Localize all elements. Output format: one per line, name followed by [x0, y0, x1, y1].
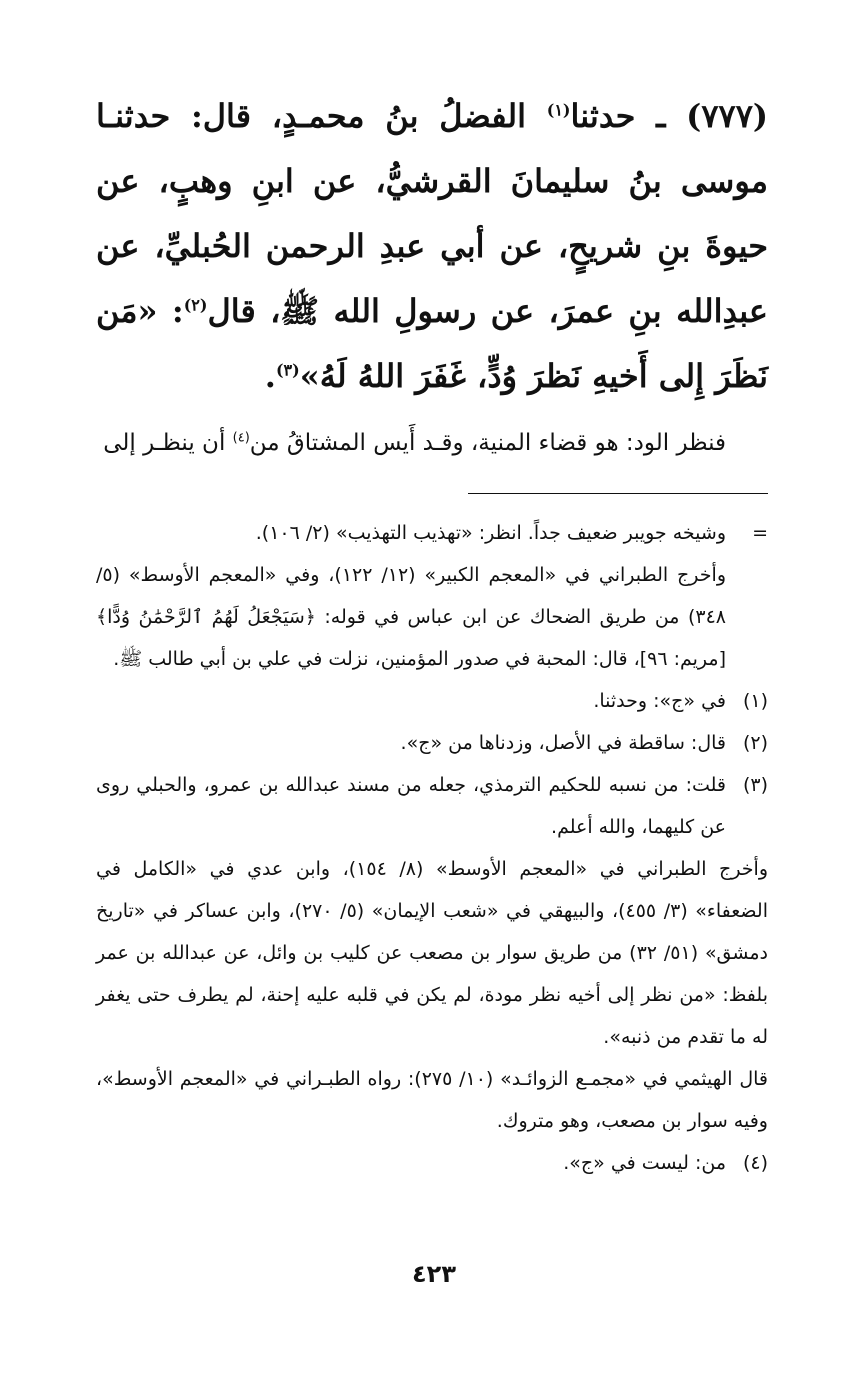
- footnote-continuation: [96, 512, 768, 680]
- footnote-3-continued: [96, 848, 768, 1142]
- hadith-text-part-1: حدثنا: [570, 97, 636, 135]
- footnote-text: في «ج»: وحدثنا.: [593, 690, 726, 712]
- continuation-paragraph: وشيخه جويبر ضعيف جداً. انظر: «تهذيب التهذيب» (٢/ ١٠٦).: [255, 522, 726, 544]
- footnote-separator: [468, 493, 768, 494]
- closing-text-a: فنظر الود: هو قضاء المنية، وقـد أَيس المشتاقُ من: [249, 430, 726, 456]
- hadith-text: [96, 84, 768, 409]
- footnote-1: [96, 680, 768, 722]
- footnote-text: قال: ساقطة في الأصل، وزدناها من «ج».: [400, 732, 726, 754]
- footnote-number: (٣): [742, 774, 768, 796]
- hadith-text-part-4: .: [264, 357, 276, 395]
- footnote-number: (٤): [742, 1152, 768, 1174]
- continuation-mark: =: [752, 522, 768, 544]
- footnote-text: من: ليست في «ج».: [563, 1152, 726, 1174]
- page-number: ٤٢٣: [412, 1260, 456, 1288]
- hadith-text-part-2: الفضلُ بنُ محمـدٍ، قال: حدثنـا موسى بنُ سليمانَ القرشيُّ، عن ابنِ وهبٍ، عن حيوةَ بنِ شريحٍ، عن أبي عبدِ الرحمن الحُبليِّ، عن عبدِالله بنِ عمرَ، عن رسولِ الله ﷺ، قال: [96, 97, 769, 330]
- footnote-text: وأخرج الطبراني في «المعجم الأوسط» (٨/ ١٥٤)، وابن عدي في «الكامل في الضعفاء» (٣/ ٤٥٥)، والبيهقي في «شعب الإيمان» (٥/ ٢٧٠)، وابن عساكر في «تاريخ دمشق» (٥١/ ٣٢) من طريق سوار بن مصعب عن كليب بن وائل، عن عبدالله بن عمر بلفظ: «من نظر إلى أخيه نظر مودة، لم يكن في قلبه عليه إحنة، لم يطرف حتى يغفر له ما تقدم من ذنبه».: [96, 858, 768, 1048]
- hadith-number: (٧٧٧) ـ: [656, 97, 769, 135]
- closing-paragraph: [96, 421, 768, 465]
- footnote-2: [96, 722, 768, 764]
- footnote-4: [96, 1142, 768, 1184]
- footnote-ref-4: (٤): [232, 430, 250, 446]
- footnote-ref-3: (٣): [275, 360, 300, 380]
- continuation-paragraph: وأخرج الطبراني في «المعجم الكبير» (١٢/ ١٢٢)، وفي «المعجم الأوسط» (٥/ ٣٤٨) من طريق الضحاك عن ابن عباس في قوله: ﴿سَيَجْعَلُ لَهُمُ ٱلرَّحْمَٰنُ وُدًّا﴾[مريم: ٩٦]، قال: المحبة في صدور المؤمنين، نزلت في علي بن أبي طالب ﷺ.: [96, 564, 726, 670]
- closing-text-b: أن ينظـر إلى: [103, 430, 233, 456]
- footnote-3: [96, 764, 768, 848]
- footnote-text: قال الهيثمي في «مجمـع الزوائـد» (١٠/ ٢٧٥): رواه الطبـراني في «المعجم الأوسط»، وفيه سوار بن مصعب، وهو متروك.: [96, 1068, 769, 1132]
- footnote-ref-2: (٢): [183, 295, 208, 315]
- footnote-text: قلت: من نسبه للحكيم الترمذي، جعله من مسند عبدالله بن عمرو، والحبلي روى عن كليهما، والله أعلم.: [96, 774, 726, 838]
- hadith-text-part-3: : «مَن نَظَرَ إِلى أَخيهِ نَظرَ وُدٍّ، غَفَرَ اللهُ لَهُ»: [96, 292, 768, 395]
- hadith-paragraph: [96, 84, 768, 409]
- footnotes: [96, 512, 768, 1184]
- footnote-ref-1: (١): [546, 100, 571, 120]
- footnote-number: (٢): [742, 732, 768, 754]
- footnote-number: (١): [742, 690, 768, 712]
